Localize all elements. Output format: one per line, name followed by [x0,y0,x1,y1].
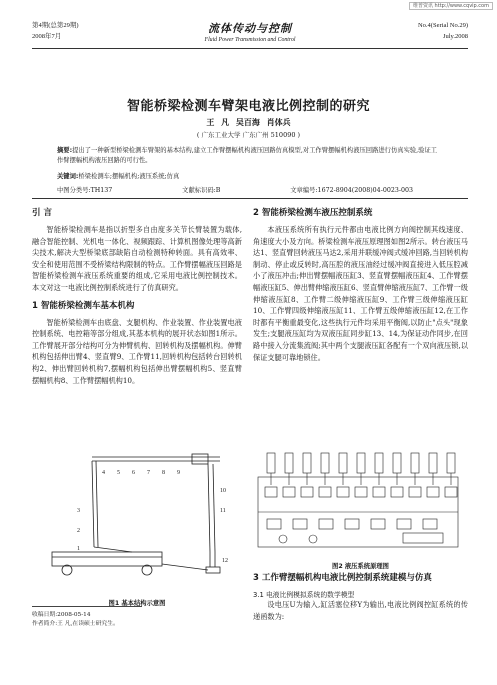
paper-title: 智能桥梁检测车臂架电液比例控制的研究 [126,99,370,114]
keywords-label: 关键词: [57,173,79,180]
footnote [32,611,242,629]
sec3-heading: 3 工作臂摆幅机构电液比例控制系统建模与仿真 [253,573,432,583]
header-left [32,20,79,42]
fig1-label-6: 6 [132,470,135,476]
fig1-label-11: 11 [220,508,226,514]
left-column [32,205,242,386]
date-cn: 2008年7月 [32,33,62,40]
footnote-divider [32,606,142,607]
meta-divider [32,198,468,199]
figure-2-hydraulic-diagram [253,447,468,559]
authors: 王 凡 吴百海 肖体兵 [206,118,291,127]
journal-logo: 流体传动与控制 [207,22,292,35]
figure-1-caption: 图1 基本结构示意图 [108,600,166,607]
issue-cn: 第4期(总第29期) [32,22,79,29]
fig1-label-3: 3 [77,508,80,514]
fig1-label-5: 5 [117,470,120,476]
author-bio: 作者简介:王 凡,在读硕士研究生。 [32,621,119,627]
header-divider [32,48,468,49]
top-bar [0,0,497,10]
source-badge: 维普资讯 http://www.cqvip.com [409,2,493,10]
fig1-label-2: 2 [77,528,80,534]
abstract [57,146,443,166]
sec2-heading: 2 智能桥梁检测车液压控制系统 [253,208,373,218]
doc-code: 文献标识码:B [182,187,221,194]
keywords-text: 桥梁检测车;摆幅机构;液压系统;仿真 [78,173,180,180]
intro-text: 智能桥梁检测车是指以折型多自由度多关节长臂装置为载体,融合智能控制、光机电一体化、视频跟踪、计算机图像处理等高新尖技术,解决大型桥梁底部缺陷自动检测特种转面。具有高效率、安全和使用范围不受桥梁结构限制的特点。工作臂摆幅液压回路是智能桥梁检测车液压系统重要的组成,它采用电液比例控制技术。本文对这一电液比例控制系统进行了仿真研究。 [32,225,242,292]
abstract-text: 提出了一种新型桥梁检测车臂架的基本结构,建立工作臂摆幅机构液压回路仿真模型,对工作臂摆幅机构液压回路进行仿真实验,验证工作臂摆幅机构液压回路的可行性。 [57,147,438,164]
fig1-label-9: 9 [177,470,180,476]
meta-line [57,185,443,194]
intro-heading: 引 言 [32,208,52,218]
header-center [205,20,296,43]
issue-en: No.4(Serial No.29) [417,22,468,29]
fig1-label-4: 4 [102,470,105,476]
figure-2-caption: 图2 液压系统原理图 [332,563,389,570]
sec1-text: 智能桥梁检测车由底盘、支腿机构、作业装置、作业装置电液控制系统、电控箱等部分组成,其基本机构的展开状态如图1所示。工作臂展开部分结构可分为伸臂机构、回转机构及摆幅机构。伸臂机构包括伸出臂4、竖直臂9、工作臂11,回转机构包括转台回转机构2、伸出臂回转机构7,摆幅机构包括伸出臂摆幅机构5、竖直臂摆幅机构8、工作臂摆幅机构10。 [32,317,242,385]
journal-en: Fluid Power Transmission and Control [204,37,296,43]
journal-header [32,20,468,50]
sec3-text: 设电压U为输入,缸活塞位移Y为输出,电液比例阀控缸系统的传递函数为: [253,600,468,621]
fig1-label-1: 1 [77,546,80,552]
article-number: 文章编号:1672-8904(2008)04-0023-003 [290,187,413,194]
affiliation: ( 广东工业大学 广东广州 510090 ) [196,131,301,139]
fig1-label-7: 7 [147,470,150,476]
date-en: July.2008 [442,33,468,40]
clc-number: 中图分类号:TH137 [57,187,113,194]
figure-1-structure-diagram [32,452,242,584]
sec2-text: 本液压系统所有执行元件都由电液比例方向阀控制其线速度、角速度大小及方向。桥梁检测车液压原理图如图2所示。转台液压马达1、竖直臂回转液压马达2,采用并联缓冲阀式缓冲回路,当回转机构制动、停止或反转时,高压腔的液压油经过缓冲阀直接进入低压腔减小了液压冲击;伸出臂摆幅液压缸3、竖直臂摆幅液压缸4、工作臂摆幅液压缸5、伸出臂伸缩液压缸6、竖直臂伸缩液压缸7、工作臂一级伸缩液压缸8、工作臂二级伸缩液压缸9、工作臂三级伸缩液压缸10、工作臂四级伸缩液压缸11、工作臂五级伸缩液压缸12,在工作时都有平衡重最变化,这些执行元件均采用平衡阀,以防止"点头"现象发生;支腿液压缸均为双液压缸同步缸13、14,为保证动作同步,在回路中接入分流集流阀;其中两个支腿液压缸各配有一个双向液压锁,以保证支腿可靠地锁住。 [253,225,468,362]
sec1-heading: 1 智能桥梁检测车基本机构 [32,300,135,311]
right-column [253,205,468,363]
header-right [418,20,468,42]
section-3 [253,572,468,622]
fig1-label-8: 8 [162,470,165,476]
keywords [57,172,443,182]
received-date: 收稿日期:2008-05-14 [32,612,91,618]
abstract-label: 摘要: [57,147,73,154]
fig1-label-12: 12 [222,558,228,564]
fig1-label-10: 10 [220,488,226,494]
sec3-1-heading: 3.1 电液比例模拟系统的数学模型 [253,591,355,599]
